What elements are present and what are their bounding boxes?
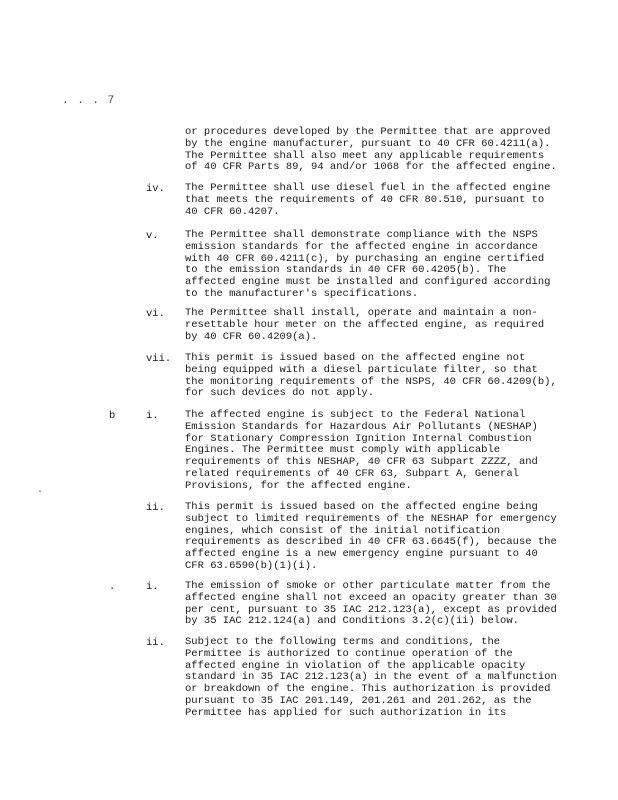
paragraph-numeral: i. — [146, 581, 159, 593]
paragraph-text: The affected engine is subject to the Federal National Emission Standards for Hazardous Air Pollutants (NESHAP) for Stationary Compression Ignition Internal Combustion Engines. The Permittee must comply with applicable requirements of this NESHAP, 40 CFR 63 Subpart ZZZZ, and related requirements of 40 CFR 63, Subpart A, General Provisions, for the affected engine. — [185, 409, 538, 492]
paragraph-text: The Permittee shall install, operate and maintain a non- resettable hour meter on the affected engine, as required by 40 CFR 60.4209(a). — [185, 307, 545, 343]
paragraph-text: or procedures developed by the Permittee that are approved by the engine manufacturer, pursuant to 40 CFR 60.4211(a). The Permittee shall also meet any applicable requirements of 40 CFR Parts 89, 94 and/or 1068 for the affected engine. — [185, 126, 557, 174]
paragraph-numeral: vii. — [146, 353, 172, 365]
paragraph-numeral: iv. — [146, 183, 165, 195]
paragraph-numeral: v. — [146, 230, 159, 242]
paragraph-text: The emission of smoke or other particulate matter from the affected engine shall not exceed an opacity greater than 30 per cent, pursuant to 35 IAC 212.123(a), except as provided by 35 IAC 212.124(a) and Conditions 3.2(c)(ii) below. — [185, 580, 557, 628]
paragraph-numeral: ii. — [146, 502, 165, 514]
section-letter: b — [109, 410, 116, 422]
paragraph-text: The Permittee shall use diesel fuel in the affected engine that meets the requirements of 40 CFR 80.510, pursuant to 40 CFR 60.4207. — [185, 182, 551, 218]
paragraph-numeral: i. — [146, 410, 159, 422]
page-header: . . . 7 — [62, 95, 116, 107]
paragraph-numeral: vi. — [146, 308, 165, 320]
paragraph-text: Subject to the following terms and conditions, the Permittee is authorized to continue operation of the affected engine in violation of the applicable opacity standard in 35 IAC 212.123(a) in the event of a malfunction or breakdown of the engine. This authorization is provided pursuant to 35 IAC 201.149, 201.261 and 201.262, as the Permittee has applied for such authorization in its — [185, 636, 557, 719]
paragraph-text: This permit is issued based on the affected engine being subject to limited requirements of the NESHAP for emergency engines, which consist of the initial notification requirements as described in 40 CFR 63.6645(f), because the affected engine is a new emergency engine pursuant to 40 CFR 63.6590(b)(1)(i). — [185, 501, 557, 572]
section-letter: . — [109, 581, 116, 593]
margin-mark: . — [37, 485, 44, 496]
paragraph-text: This permit is issued based on the affected engine not being equipped with a diesel particulate filter, so that the monitoring requirements of the NSPS, 40 CFR 60.4209(b), for such devices do not apply. — [185, 352, 557, 400]
paragraph-text: The Permittee shall demonstrate compliance with the NSPS emission standards for the affected engine in accordance with 40 CFR 60.4211(c), by purchasing an engine certified to the emission standards in 40 CFR 60.4205(b). The affected engine must be installed and configured according to the manufacturer's specifications. — [185, 229, 551, 300]
paragraph-numeral: ii. — [146, 637, 165, 649]
